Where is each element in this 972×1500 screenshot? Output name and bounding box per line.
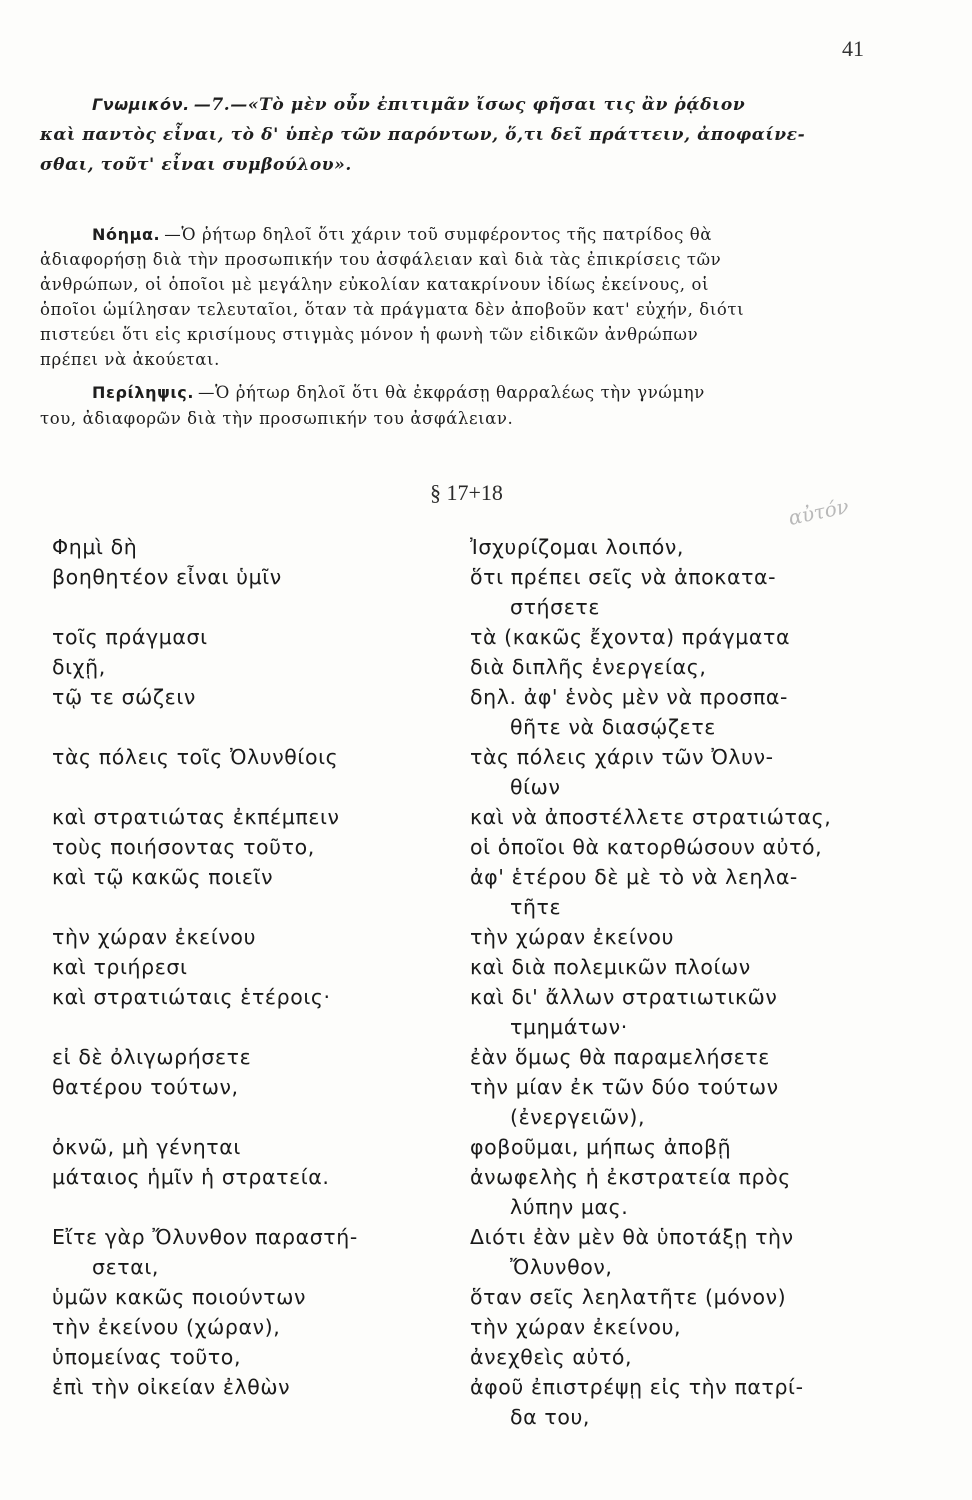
gnomikon-paragraph	[40, 90, 892, 180]
original-line: καὶ στρατιώτας ἐκπέμπειν	[52, 805, 340, 829]
blank-line	[52, 592, 452, 622]
translation-column	[470, 532, 930, 1432]
noima-line: ἀδιαφορήσῃ διὰ τὴν προσωπικήν του ἀσφάλειαν καὶ διὰ τὰς ἐπικρίσεις τῶν	[40, 250, 722, 269]
translation-line: δηλ. ἀφ' ἑνὸς μὲν νὰ προσπα-	[470, 685, 789, 709]
noima-line: ὁποῖοι ὡμίλησαν τελευταῖοι, ὅταν τὰ πράγματα δὲν ἀποβοῦν κατ' εὐχήν, διότι	[40, 300, 745, 319]
original-line: εἰ δὲ ὀλιγωρήσετε	[52, 1045, 252, 1069]
original-line: τὰς πόλεις τοῖς Ὀλυνθίοις	[52, 745, 339, 769]
translation-line: οἱ ὁποῖοι θὰ κατορθώσουν αὐτό,	[470, 835, 823, 859]
translation-line: ἀνεχθεὶς αὐτό,	[470, 1345, 633, 1369]
noima-line: Νόημα. —Ὁ ῥήτωρ δηλοῖ ὅτι χάριν τοῦ συμφέροντος τῆς πατρίδος θὰ	[92, 225, 713, 244]
blank-line	[52, 1102, 452, 1132]
perilipsis-paragraph	[40, 380, 892, 432]
translation-line: λύπην μας.	[510, 1195, 629, 1219]
original-line: καὶ τῷ κακῶς ποιεῖν	[52, 865, 274, 889]
translation-line: ἀνωφελὴς ἡ ἐκστρατεία πρὸς	[470, 1165, 791, 1189]
blank-line	[52, 712, 452, 742]
translation-line: καὶ νὰ ἀποστέλλετε στρατιώτας,	[470, 805, 832, 829]
translation-line: ἐὰν ὅμως θὰ παραμελήσετε	[470, 1045, 770, 1069]
gnomikon-line: καὶ παντὸς εἶναι, τὸ δ' ὑπὲρ τῶν παρόντων, ὅ,τι δεῖ πράττειν, ἀποφαίνε-	[40, 125, 806, 145]
perilipsis-label: Περίληψις.	[92, 383, 194, 402]
translation-line: τὰ (κακῶς ἔχοντα) πράγματα	[470, 625, 791, 649]
translation-line: Ὄλυνθον,	[510, 1255, 613, 1279]
original-line: ὑμῶν κακῶς ποιούντων	[52, 1285, 307, 1309]
translation-line: θίων	[510, 775, 561, 799]
translation-line: θῆτε νὰ διασῴζετε	[510, 715, 716, 739]
page-number: 41	[842, 36, 864, 61]
noima-line: πρέπει νὰ ἀκούεται.	[40, 350, 220, 369]
translation-line: ἀφοῦ ἐπιστρέψῃ εἰς τὴν πατρί-	[470, 1375, 804, 1399]
original-line: τοὺς ποιήσοντας τοῦτο,	[52, 835, 315, 859]
original-line: ἐπὶ τὴν οἰκείαν ἐλθὼν	[52, 1375, 291, 1399]
handwritten-margin-note: αὐτόν	[786, 493, 851, 531]
blank-line	[52, 1012, 452, 1042]
noima-line: ἀνθρώπων, οἱ ὁποῖοι μὲ μεγάλην εὐκολίαν κατακρίνουν ἰδίως ἐκείνους, οἱ	[40, 275, 710, 294]
original-line: ὑπομείνας τοῦτο,	[52, 1345, 242, 1369]
translation-line: τὴν μίαν ἐκ τῶν δύο τούτων	[470, 1075, 779, 1099]
translation-line: ὅτι πρέπει σεῖς νὰ ἀποκατα-	[470, 565, 777, 589]
translation-line: Ἰσχυρίζομαι λοιπόν,	[470, 535, 684, 559]
original-line: βοηθητέον εἶναι ὑμῖν	[52, 565, 282, 589]
translation-line: δα του,	[510, 1405, 591, 1429]
blank-line	[52, 772, 452, 802]
section-heading: § 17+18	[430, 480, 503, 505]
translation-line: τὴν χώραν ἐκείνου,	[470, 1315, 682, 1339]
original-line: θατέρου τούτων,	[52, 1075, 239, 1099]
original-text-column	[52, 532, 452, 1402]
noima-line: πιστεύει ὅτι εἰς κρισίμους στιγμὰς μόνον ἡ φωνὴ τῶν εἰδικῶν ἀνθρώπων	[40, 325, 699, 344]
gnomikon-line: σθαι, τοῦτ' εἶναι συμβούλου».	[40, 155, 352, 175]
translation-line: φοβοῦμαι, μήπως ἀποβῇ	[470, 1135, 732, 1159]
original-line: ὀκνῶ, μὴ γένηται	[52, 1135, 241, 1159]
original-line: Εἴτε γὰρ Ὄλυνθον παραστή-	[52, 1225, 358, 1249]
original-line: καὶ στρατιώταις ἑτέροις·	[52, 985, 331, 1009]
translation-line: Διότι ἐὰν μὲν θὰ ὑποτάξῃ τὴν	[470, 1225, 794, 1249]
original-line: τὴν χώραν ἐκείνου	[52, 925, 257, 949]
translation-line: στήσετε	[510, 595, 601, 619]
original-line: διχῇ,	[52, 655, 106, 679]
translation-line: τῆτε	[510, 895, 562, 919]
blank-line	[52, 892, 452, 922]
translation-line: ὅταν σεῖς λεηλατῆτε (μόνον)	[470, 1285, 787, 1309]
perilipsis-line: Περίληψις. —Ὁ ῥήτωρ δηλοῖ ὅτι θὰ ἐκφράσῃ θαρραλέως τὴν γνώμην	[92, 383, 705, 402]
original-line: τὴν ἐκείνου (χώραν),	[52, 1315, 281, 1339]
translation-line: τὰς πόλεις χάριν τῶν Ὀλυν-	[470, 745, 774, 769]
original-line: τοῖς πράγμασι	[52, 625, 208, 649]
blank-line	[52, 1192, 452, 1222]
original-line: τῷ τε σώζειν	[52, 685, 196, 709]
original-line: Φημὶ δὴ	[52, 535, 138, 559]
gnomikon-line: Γνωμικόν. —7.—«Τὸ μὲν οὖν ἐπιτιμᾶν ἴσως φῆσαι τις ἂν ῥᾴδιον	[92, 95, 746, 115]
gnomikon-label: Γνωμικόν.	[92, 95, 190, 114]
translation-line: διὰ διπλῆς ἐνεργείας,	[470, 655, 707, 679]
perilipsis-line: του, ἀδιαφορῶν διὰ τὴν προσωπικήν του ἀσφάλειαν.	[40, 409, 514, 428]
original-line: καὶ τριήρεσι	[52, 955, 188, 979]
translation-line: καὶ δι' ἄλλων στρατιωτικῶν	[470, 985, 778, 1009]
translation-line: τὴν χώραν ἐκείνου	[470, 925, 675, 949]
translation-line: τμημάτων·	[510, 1015, 628, 1039]
translation-line: καὶ διὰ πολεμικῶν πλοίων	[470, 955, 751, 979]
translation-line: ἀφ' ἑτέρου δὲ μὲ τὸ νὰ λεηλα-	[470, 865, 798, 889]
noima-paragraph	[40, 222, 892, 372]
original-line: μάταιος ἡμῖν ἡ στρατεία.	[52, 1165, 330, 1189]
original-line: σεται,	[92, 1255, 159, 1279]
noima-label: Νόημα.	[92, 225, 161, 244]
translation-line: (ἐνεργειῶν),	[510, 1105, 646, 1129]
